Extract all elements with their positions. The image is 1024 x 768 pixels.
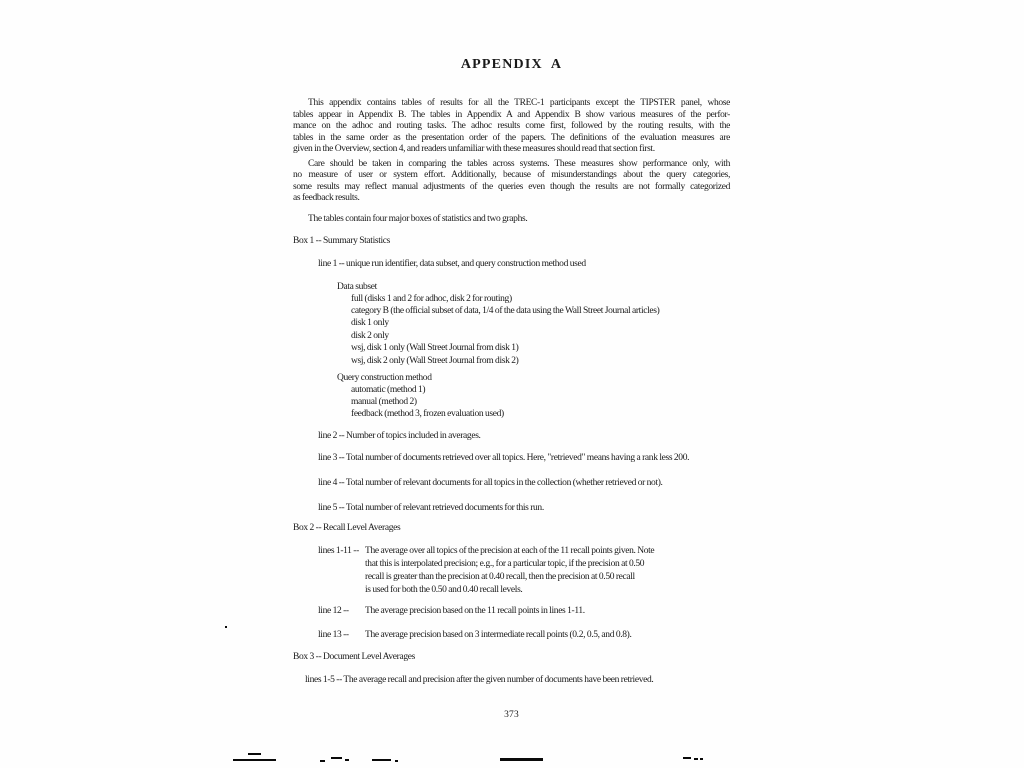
lines-1-11-text-line: recall is greater than the precision at 0.40 recall, then the precision at 0.50 recall	[365, 571, 635, 582]
scan-artifact	[233, 759, 276, 761]
lines-1-11-text-line: that this is interpolated precision; e.g., for a particular topic, if the precision at 0.50	[365, 558, 645, 569]
box1-line3-item: line 3 -- Total number of documents retrieved over all topics. Here, "retrieved" means having a rank less 200.	[318, 452, 690, 463]
intro-paragraph-3: The tables contain four major boxes of statistics and two graphs.	[308, 213, 528, 224]
box2-lines-1-11-item	[318, 545, 730, 597]
box3-lines-1-5-item: lines 1-5 -- The average recall and precision after the given number of documents have been retrieved.	[305, 674, 654, 685]
paragraph-line: tables appear in Appendix B. The tables in Appendix A and Appendix B show various measures of the perfor-	[293, 109, 730, 120]
box2-line13-item	[318, 629, 730, 641]
box1-line2-item: line 2 -- Number of topics included in averages.	[318, 430, 481, 441]
scan-artifact	[331, 757, 342, 759]
box1-heading: Box 1 -- Summary Statistics	[293, 236, 391, 246]
query-method-heading: Query construction method	[337, 372, 432, 383]
line13-label: line 13 --	[318, 629, 349, 640]
line12-text: The average precision based on the 11 recall points in lines 1-11.	[365, 605, 585, 616]
paragraph-line: as feedback results.	[293, 193, 360, 203]
paragraph-line: given in the Overview, section 4, and readers unfamiliar with these measures should read that section first.	[293, 144, 655, 154]
data-subset-item: wsj, disk 2 only (Wall Street Journal from disk 2)	[351, 355, 519, 366]
lines-1-11-text-line: The average over all topics of the precision at each of the 11 recall points given. Note	[365, 545, 655, 556]
query-method-item: manual (method 2)	[351, 396, 417, 407]
paragraph-line: Care should be taken in comparing the tables across systems. These measures show performance only, with	[308, 158, 730, 169]
data-subset-item: category B (the official subset of data, 1/4 of the data using the Wall Street Journal articles)	[351, 305, 660, 316]
data-subset-item: disk 1 only	[351, 318, 389, 329]
box2-heading: Box 2 -- Recall Level Averages	[293, 522, 401, 533]
data-subset-item: wsj, disk 1 only (Wall Street Journal from disk 1)	[351, 343, 519, 354]
page-number: 373	[504, 710, 519, 720]
scan-artifact	[700, 758, 703, 760]
paragraph-line: tables in the same order as the presentation order of the papers. The definitions of the evaluation measures are	[293, 132, 730, 143]
box2-line12-item	[318, 605, 730, 617]
query-method-item: automatic (method 1)	[351, 384, 426, 395]
scan-artifact	[500, 758, 543, 761]
scan-artifact	[345, 759, 349, 761]
scan-artifact	[248, 753, 261, 755]
data-subset-heading: Data subset	[337, 281, 377, 292]
scan-artifact	[372, 759, 391, 761]
scan-artifact	[683, 757, 691, 759]
line12-label: line 12 --	[318, 605, 349, 616]
data-subset-item: full (disks 1 and 2 for adhoc, disk 2 for routing)	[351, 293, 512, 304]
scan-artifact	[694, 758, 698, 760]
intro-paragraph-2	[293, 159, 730, 205]
lines-1-11-label: lines 1-11 --	[318, 545, 359, 556]
box1-line1-item: line 1 -- unique run identifier, data subset, and query construction method used	[318, 258, 586, 269]
ink-speck	[225, 626, 227, 628]
box1-line5-item: line 5 -- Total number of relevant retrieved documents for this run.	[318, 502, 544, 513]
scan-artifact	[320, 760, 325, 762]
scan-artifact	[395, 760, 398, 762]
data-subset-list	[293, 281, 730, 367]
text-column	[293, 57, 730, 686]
paragraph-line: This appendix contains tables of results for all the TREC-1 participants except the TIPSTER panel, whose	[308, 98, 730, 108]
data-subset-item: disk 2 only	[351, 330, 389, 341]
paragraph-line: no measure of user or system effort. Additionally, because of misunderstandings about the query categories,	[293, 170, 730, 180]
lines-1-11-text-line: is used for both the 0.50 and 0.40 recall levels.	[365, 584, 523, 595]
intro-paragraph-1	[293, 98, 730, 156]
line13-text: The average precision based on 3 intermediate recall points (0.2, 0.5, and 0.8).	[365, 629, 632, 640]
page-title: APPENDIX A	[460, 57, 563, 72]
query-method-list	[293, 372, 730, 420]
paragraph-line: mance on the adhoc and routing tasks. The adhoc results come first, followed by the routing results, with the	[293, 121, 730, 131]
box1-line4-item: line 4 -- Total number of relevant documents for all topics in the collection (whether retrieved or not).	[318, 477, 663, 488]
query-method-item: feedback (method 3, frozen evaluation used)	[351, 408, 504, 419]
paragraph-line: some results may reflect manual adjustments of the queries even though the results are not formally categorized	[293, 181, 730, 192]
box3-heading: Box 3 -- Document Level Averages	[293, 651, 415, 662]
